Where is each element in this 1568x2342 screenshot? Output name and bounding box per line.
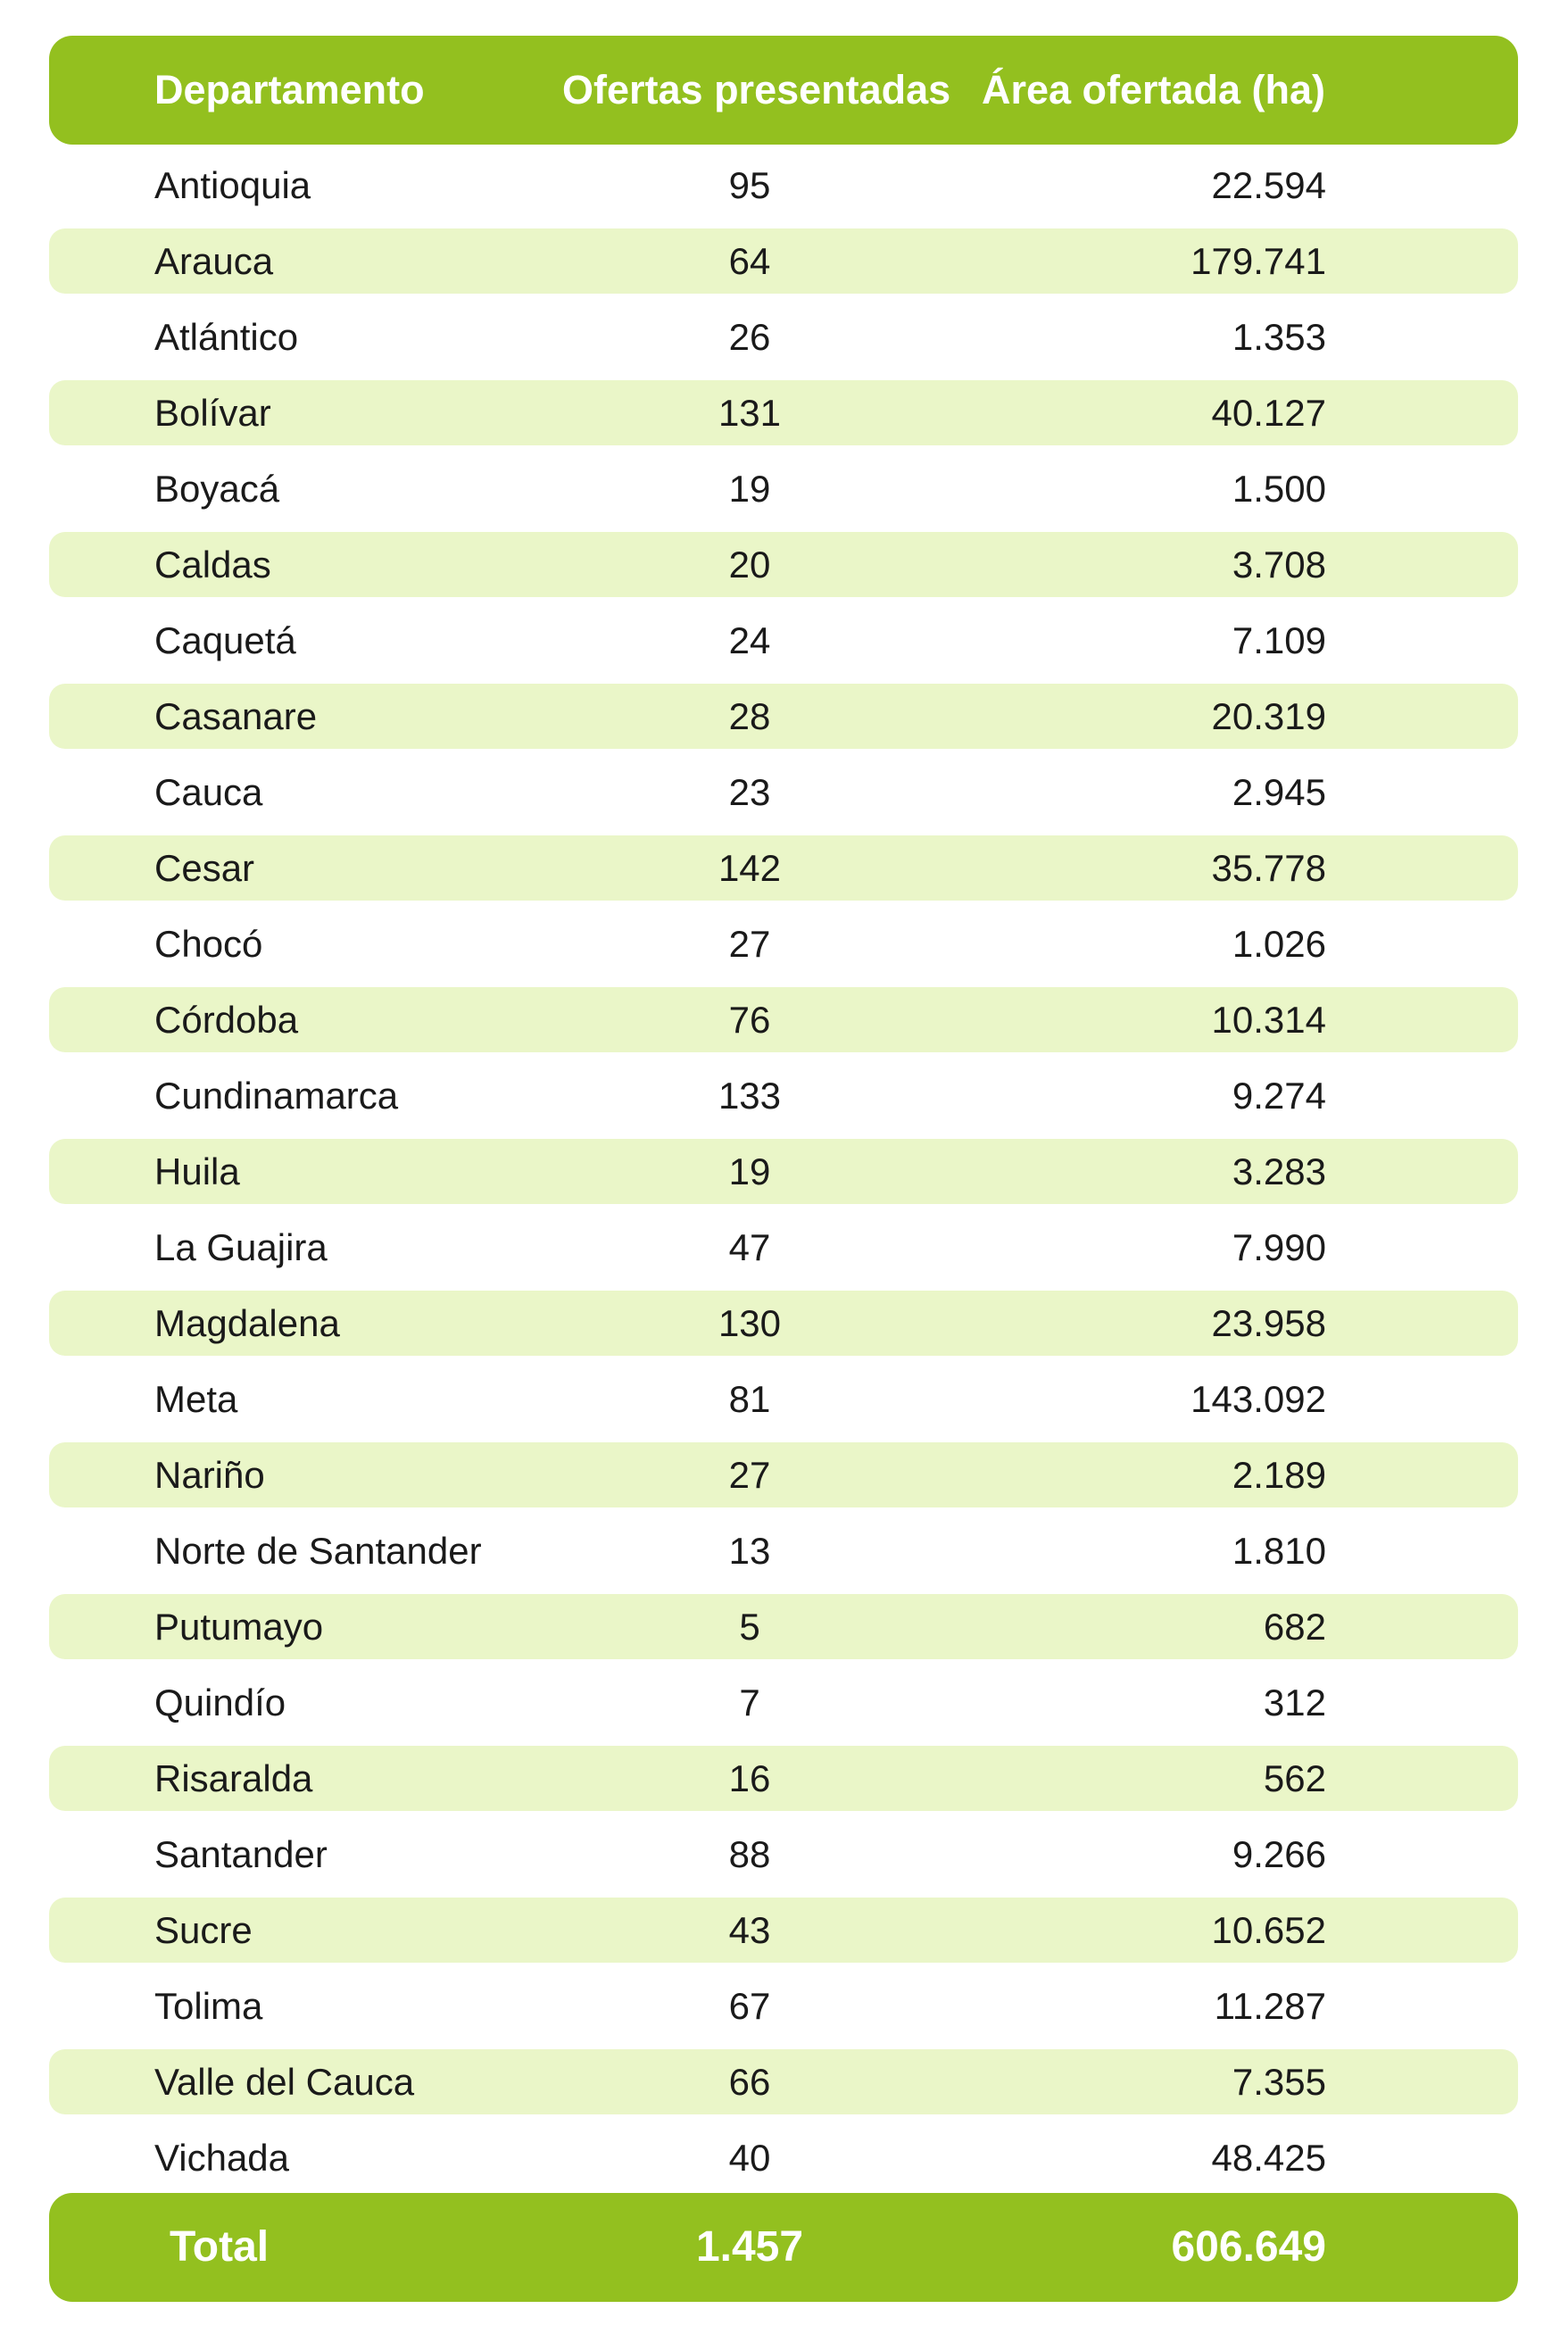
table-row: [49, 532, 1518, 597]
cell-area: 3.708: [1232, 544, 1326, 586]
table-row: [49, 1139, 1518, 1204]
cell-area: 1.810: [1232, 1530, 1326, 1572]
cell-ofertas: 40: [728, 2137, 771, 2179]
cell-departamento: Meta: [154, 1378, 238, 1420]
header-ofertas: Ofertas presentadas: [562, 67, 951, 112]
table-row: [49, 1442, 1518, 1507]
cell-departamento: Chocó: [154, 923, 263, 965]
cell-area: 7.355: [1232, 2061, 1326, 2103]
cell-departamento: Caquetá: [154, 619, 296, 661]
cell-ofertas: 43: [728, 1909, 771, 1951]
cell-departamento: Cesar: [154, 847, 255, 889]
cell-ofertas: 133: [718, 1075, 782, 1117]
table-row: [49, 1518, 1518, 1583]
header-departamento: Departamento: [154, 67, 425, 112]
table-row: [49, 1215, 1518, 1280]
cell-area: 40.127: [1211, 392, 1326, 434]
cell-area: 2.189: [1232, 1454, 1326, 1496]
cell-departamento: Atlántico: [154, 316, 299, 358]
cell-area: 22.594: [1211, 164, 1326, 206]
cell-area: 9.266: [1232, 1833, 1326, 1875]
cell-area: 1.500: [1232, 468, 1326, 510]
table-body: [49, 153, 1518, 2190]
table-row: [49, 1822, 1518, 1887]
table-row: [49, 835, 1518, 901]
table-row: [49, 684, 1518, 749]
cell-area: 2.945: [1232, 771, 1326, 813]
cell-departamento: Norte de Santander: [154, 1530, 482, 1572]
table-header: [49, 36, 1518, 145]
table-row: [49, 1670, 1518, 1735]
cell-ofertas: 95: [728, 164, 771, 206]
table-row: [49, 1746, 1518, 1811]
table-row: [49, 911, 1518, 976]
total-area: 606.649: [1171, 2223, 1326, 2271]
table-row: [49, 1291, 1518, 1356]
table-row: [49, 456, 1518, 521]
cell-departamento: Casanare: [154, 695, 318, 737]
table-row: [49, 380, 1518, 445]
total-label: Total: [170, 2223, 270, 2271]
cell-ofertas: 67: [728, 1985, 771, 2027]
cell-area: 143.092: [1191, 1378, 1326, 1420]
cell-area: 23.958: [1211, 1302, 1326, 1344]
cell-area: 562: [1263, 1757, 1326, 1799]
header-area: Área ofertada (ha): [981, 67, 1326, 112]
cell-ofertas: 24: [728, 619, 771, 661]
cell-departamento: Santander: [154, 1833, 328, 1875]
cell-departamento: Boyacá: [154, 468, 280, 510]
table-row: [49, 153, 1518, 218]
cell-area: 9.274: [1232, 1075, 1326, 1117]
cell-ofertas: 5: [739, 1606, 760, 1648]
table-row: [49, 2125, 1518, 2190]
cell-departamento: Tolima: [154, 1985, 263, 2027]
cell-area: 682: [1263, 1606, 1326, 1648]
cell-ofertas: 16: [728, 1757, 771, 1799]
cell-area: 10.314: [1211, 999, 1326, 1041]
table-row: [49, 228, 1518, 294]
total-ofertas: 1.457: [695, 2223, 804, 2271]
cell-departamento: Quindío: [154, 1682, 286, 1723]
cell-departamento: Bolívar: [154, 392, 271, 434]
table-row: [49, 608, 1518, 673]
cell-area: 3.283: [1232, 1150, 1326, 1192]
table-row: [49, 1594, 1518, 1659]
cell-departamento: Córdoba: [154, 999, 299, 1041]
cell-ofertas: 28: [728, 695, 771, 737]
table-row: [49, 2049, 1518, 2114]
cell-departamento: Antioquia: [154, 164, 311, 206]
cell-ofertas: 76: [728, 999, 771, 1041]
cell-ofertas: 19: [728, 468, 771, 510]
cell-ofertas: 23: [728, 771, 771, 813]
table-row: [49, 1898, 1518, 1963]
cell-area: 312: [1263, 1682, 1326, 1723]
cell-ofertas: 13: [728, 1530, 771, 1572]
cell-departamento: Sucre: [154, 1909, 253, 1951]
cell-departamento: Huila: [154, 1150, 240, 1192]
cell-ofertas: 27: [728, 1454, 771, 1496]
cell-ofertas: 27: [728, 923, 771, 965]
cell-departamento: Cundinamarca: [154, 1075, 399, 1117]
cell-ofertas: 20: [728, 544, 771, 586]
cell-departamento: Putumayo: [154, 1606, 324, 1648]
cell-area: 11.287: [1214, 1985, 1326, 2027]
cell-ofertas: 19: [728, 1150, 771, 1192]
cell-ofertas: 66: [728, 2061, 771, 2103]
table-row: [49, 760, 1518, 825]
cell-ofertas: 130: [718, 1302, 782, 1344]
cell-area: 7.990: [1232, 1226, 1326, 1268]
cell-departamento: Arauca: [154, 240, 274, 282]
data-table: [49, 36, 1518, 2201]
table-row: [49, 987, 1518, 1052]
cell-area: 35.778: [1211, 847, 1326, 889]
cell-ofertas: 131: [718, 392, 782, 434]
cell-departamento: La Guajira: [154, 1226, 328, 1268]
cell-area: 1.026: [1232, 923, 1326, 965]
cell-area: 10.652: [1211, 1909, 1326, 1951]
cell-ofertas: 7: [739, 1682, 760, 1723]
table-row: [49, 1973, 1518, 2039]
cell-ofertas: 47: [728, 1226, 771, 1268]
cell-ofertas: 88: [728, 1833, 771, 1875]
cell-area: 1.353: [1232, 316, 1326, 358]
cell-area: 7.109: [1232, 619, 1326, 661]
cell-ofertas: 142: [718, 847, 782, 889]
cell-departamento: Cauca: [154, 771, 263, 813]
cell-ofertas: 26: [728, 316, 771, 358]
cell-departamento: Magdalena: [154, 1302, 340, 1344]
cell-area: 20.319: [1211, 695, 1326, 737]
table-row: [49, 1366, 1518, 1432]
total-row: [49, 2193, 1518, 2302]
cell-departamento: Vichada: [154, 2137, 290, 2179]
cell-ofertas: 81: [728, 1378, 771, 1420]
cell-departamento: Nariño: [154, 1454, 265, 1496]
cell-departamento: Valle del Cauca: [154, 2061, 415, 2103]
cell-ofertas: 64: [728, 240, 771, 282]
cell-area: 48.425: [1211, 2137, 1326, 2179]
cell-departamento: Caldas: [154, 544, 271, 586]
table-row: [49, 1063, 1518, 1128]
table-row: [49, 304, 1518, 370]
cell-area: 179.741: [1191, 240, 1326, 282]
cell-departamento: Risaralda: [154, 1757, 313, 1799]
